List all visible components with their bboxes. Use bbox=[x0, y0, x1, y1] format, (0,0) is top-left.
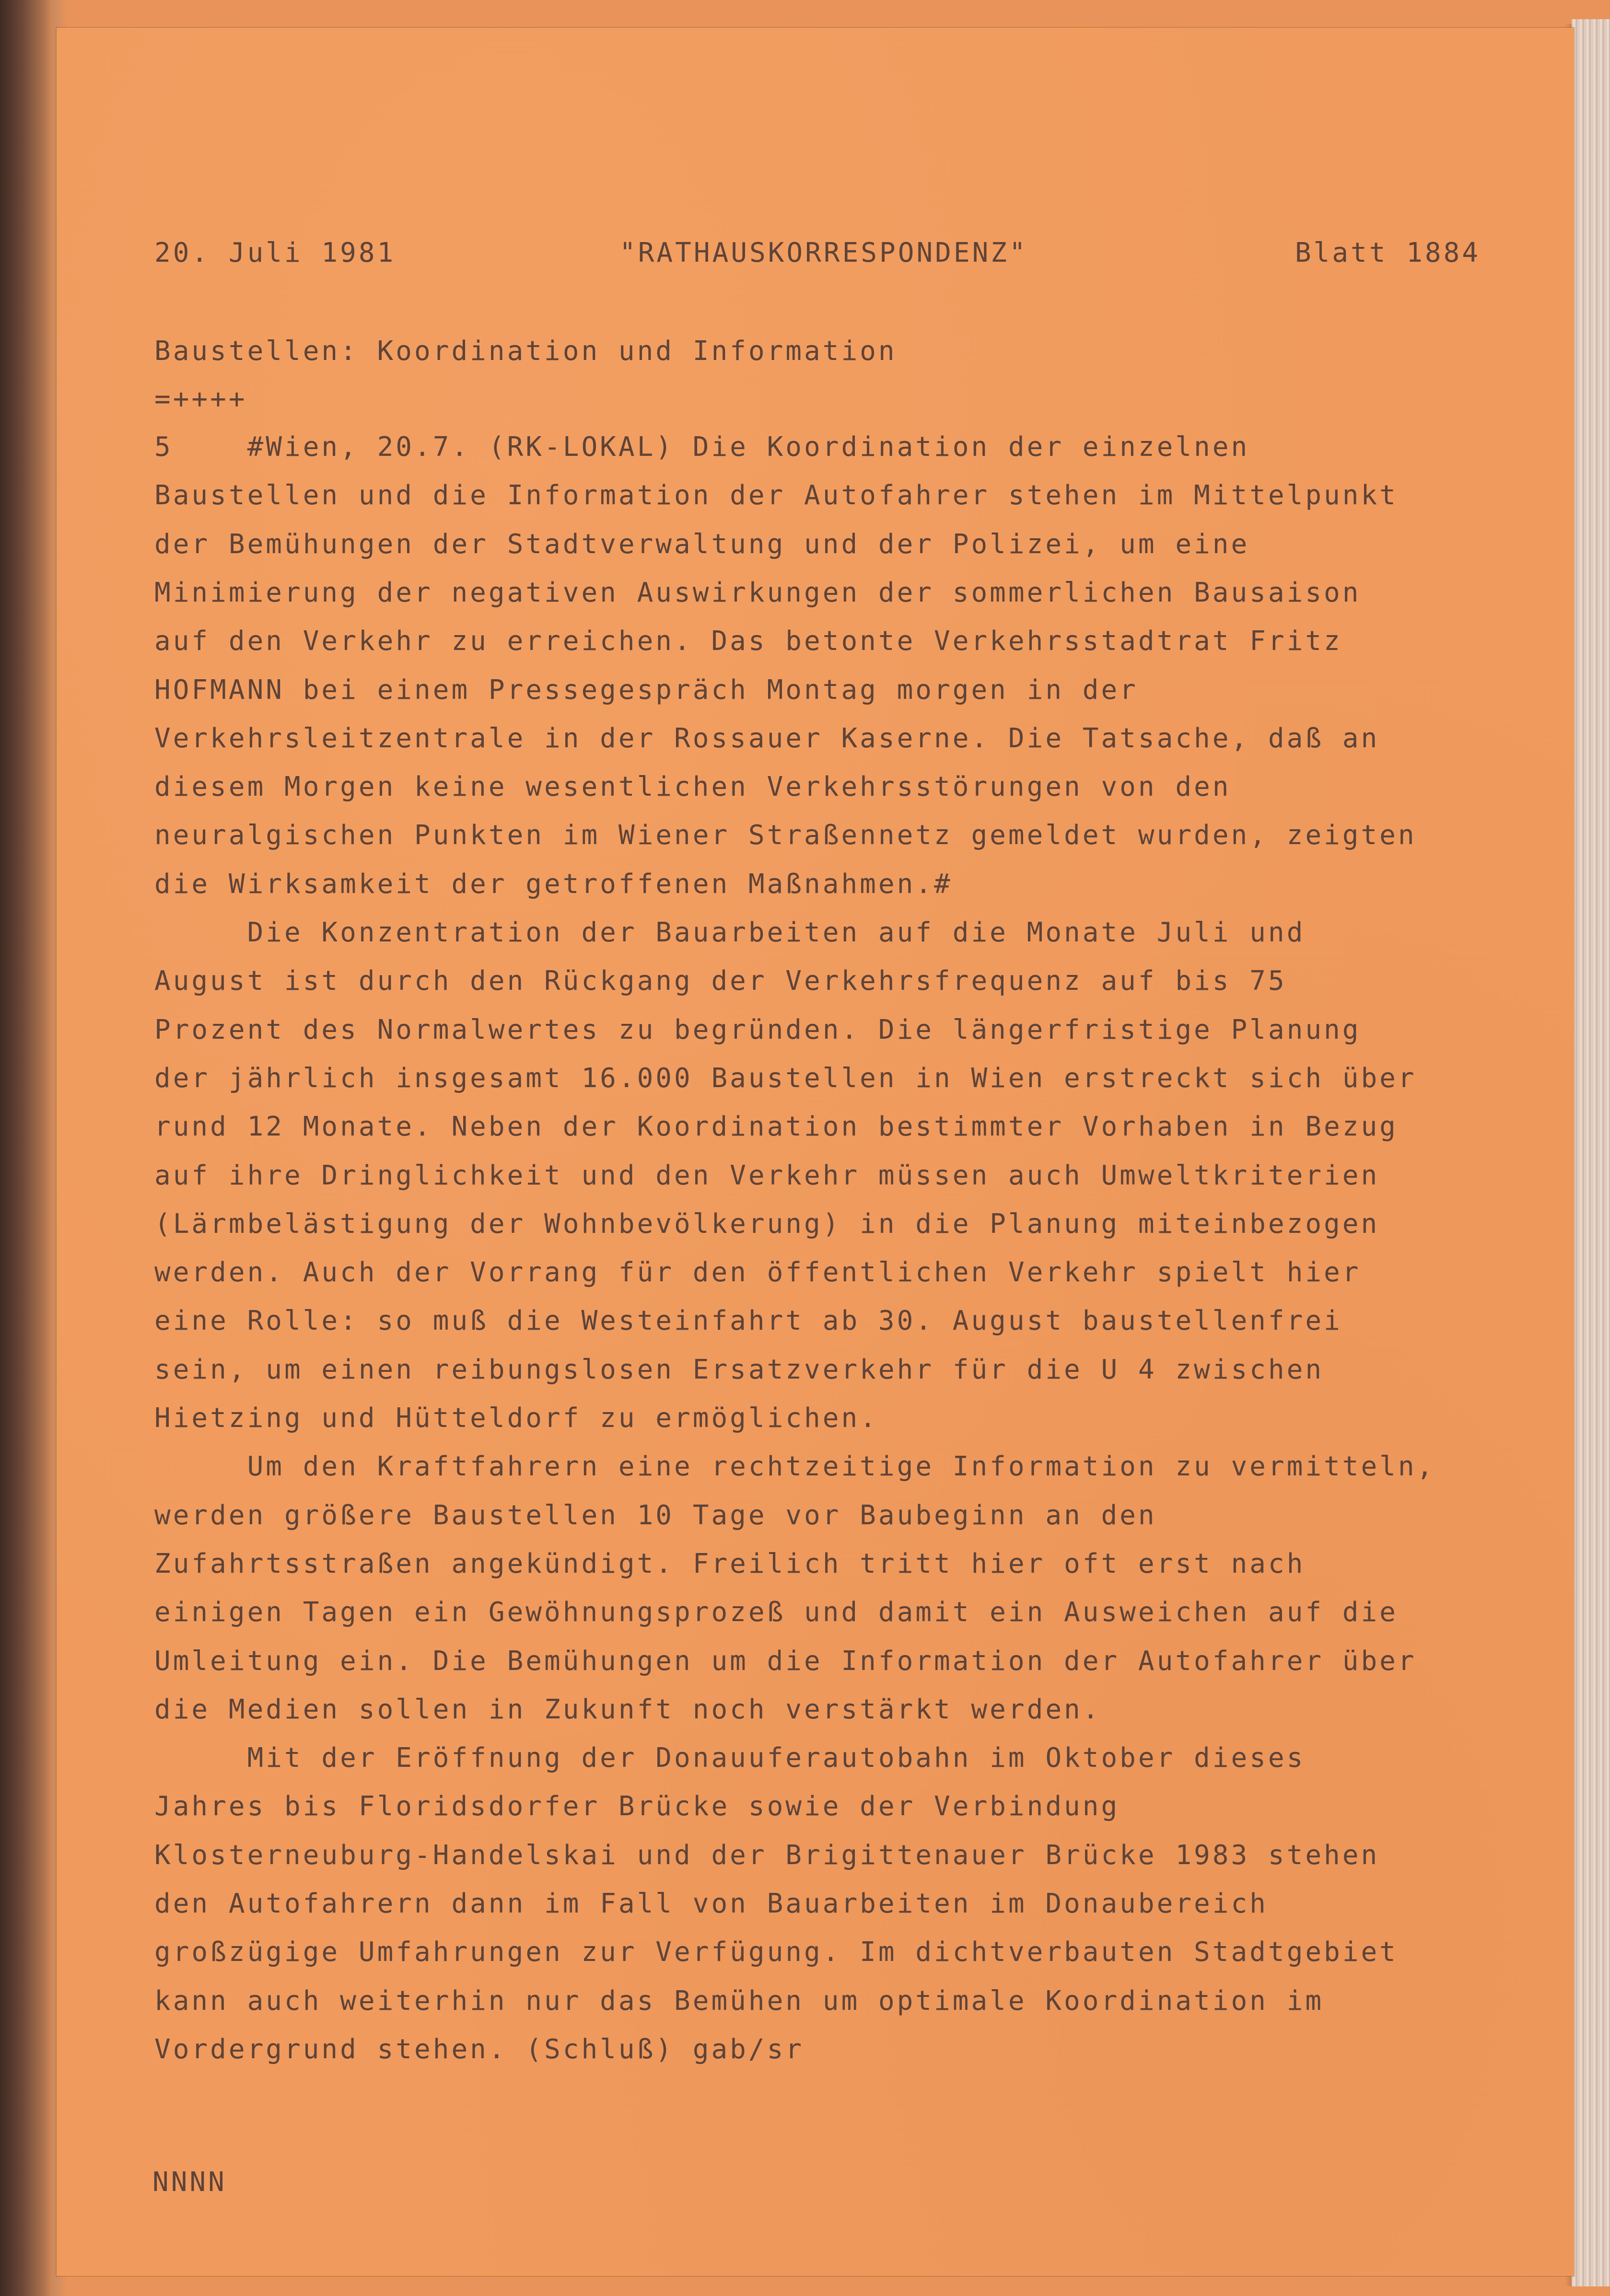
stacked-page-edges bbox=[1572, 19, 1610, 2286]
header-sheet-number: Blatt 1884 bbox=[1295, 237, 1481, 268]
body-line: werden. Auch der Vorrang für den öffentlichen Verkehr spielt hier bbox=[154, 1257, 1361, 1288]
body-line: die Medien sollen in Zukunft noch verstärkt werden. bbox=[154, 1694, 1101, 1725]
body-line: einigen Tagen ein Gewöhnungsprozeß und damit ein Ausweichen auf die bbox=[154, 1597, 1398, 1628]
body-line: werden größere Baustellen 10 Tage vor Baubeginn an den bbox=[154, 1500, 1157, 1531]
body-line: rund 12 Monate. Neben der Koordination bestimmter Vorhaben in Bezug bbox=[154, 1111, 1398, 1142]
body-line: die Wirksamkeit der getroffenen Maßnahmen.# bbox=[154, 869, 953, 900]
body-line: Klosterneuburg-Handelskai und der Brigittenauer Brücke 1983 stehen bbox=[154, 1840, 1380, 1871]
body-line: sein, um einen reibungslosen Ersatzverkehr für die U 4 zwischen bbox=[154, 1354, 1324, 1385]
body-line: Umleitung ein. Die Bemühungen um die Information der Autofahrer über bbox=[154, 1646, 1417, 1677]
body-line: (Lärmbelästigung der Wohnbevölkerung) in die Planung miteinbezogen bbox=[154, 1208, 1380, 1240]
body-line: HOFMANN bei einem Pressegespräch Montag morgen in der bbox=[154, 674, 1138, 706]
body-line: neuralgischen Punkten im Wiener Straßennetz gemeldet wurden, zeigten bbox=[154, 820, 1417, 851]
body-line: Prozent des Normalwertes zu begründen. Die längerfristige Planung bbox=[154, 1014, 1361, 1045]
body-line: kann auch weiterhin nur das Bemühen um optimale Koordination im bbox=[154, 1985, 1324, 2017]
body-line: Mit der Eröffnung der Donauuferautobahn im Oktober dieses bbox=[154, 1742, 1306, 1774]
body-line: Hietzing und Hütteldorf zu ermöglichen. bbox=[154, 1403, 878, 1434]
body-line: Die Konzentration der Bauarbeiten auf die Monate Juli und bbox=[154, 917, 1306, 948]
body-line: großzügige Umfahrungen zur Verfügung. Im dichtverbauten Stadtgebiet bbox=[154, 1937, 1398, 1968]
body-line: der jährlich insgesamt 16.000 Baustellen in Wien erstreckt sich über bbox=[154, 1063, 1417, 1094]
body-line: Vordergrund stehen. (Schluß) gab/sr bbox=[154, 2034, 805, 2065]
article-title: Baustellen: Koordination und Information bbox=[154, 336, 897, 367]
title-separator: =++++ bbox=[154, 383, 247, 415]
body-line: 5 #Wien, 20.7. (RK-LOKAL) Die Koordination der einzelnen bbox=[154, 431, 1250, 463]
body-line: August ist durch den Rückgang der Verkehrsfrequenz auf bis 75 bbox=[154, 965, 1287, 997]
end-marker: NNNN bbox=[152, 2167, 227, 2198]
book-spine-edge bbox=[0, 0, 53, 2296]
body-line: auf ihre Dringlichkeit und den Verkehr müssen auch Umweltkriterien bbox=[154, 1160, 1380, 1191]
body-line: Um den Kraftfahrern eine rechtzeitige Information zu vermitteln, bbox=[154, 1451, 1435, 1482]
body-line: den Autofahrern dann im Fall von Bauarbeiten im Donaubereich bbox=[154, 1888, 1268, 1919]
body-line: Jahres bis Floridsdorfer Brücke sowie der Verbindung bbox=[154, 1791, 1120, 1822]
body-line: Zufahrtsstraßen angekündigt. Freilich tritt hier oft erst nach bbox=[154, 1548, 1306, 1579]
document-header bbox=[154, 237, 1481, 268]
body-line: Baustellen und die Information der Autofahrer stehen im Mittelpunkt bbox=[154, 480, 1398, 511]
header-publication: "RATHAUSKORRESPONDENZ" bbox=[619, 237, 1028, 268]
body-line: Minimierung der negativen Auswirkungen der sommerlichen Bausaison bbox=[154, 577, 1361, 608]
body-line: eine Rolle: so muß die Westeinfahrt ab 30. August baustellenfrei bbox=[154, 1305, 1342, 1336]
body-line: Verkehrsleitzentrale in der Rossauer Kaserne. Die Tatsache, daß an bbox=[154, 723, 1380, 754]
header-date: 20. Juli 1981 bbox=[154, 237, 396, 268]
body-line: auf den Verkehr zu erreichen. Das betonte Verkehrsstadtrat Fritz bbox=[154, 626, 1342, 657]
body-line: diesem Morgen keine wesentlichen Verkehrsstörungen von den bbox=[154, 771, 1231, 802]
body-line: der Bemühungen der Stadtverwaltung und der Polizei, um eine bbox=[154, 529, 1250, 560]
